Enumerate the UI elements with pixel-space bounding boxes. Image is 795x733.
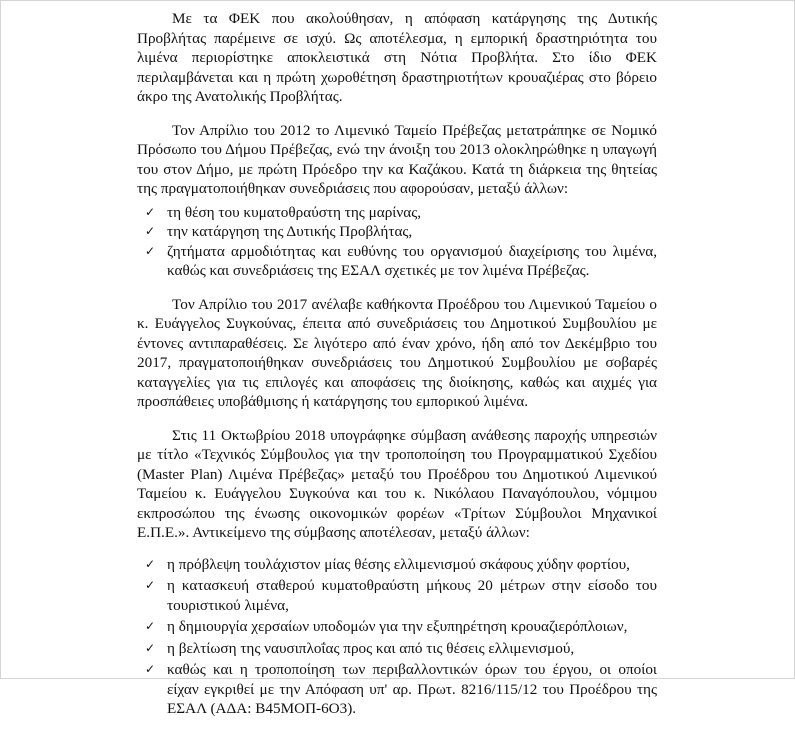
checklist-sessions <box>137 203 657 281</box>
paragraph-4: Στις 11 Οκτωβρίου 2018 υπογράφηκε σύμβαση ανάθεσης παροχής υπηρεσιών με τίτλο «Τεχνικός Σύμβουλος για την τροποποίηση του Προγραμματικού Σχεδίου (Master Plan) Λιμένα Πρέβεζας» μεταξύ του Προέδρου του Δημοτικού Λιμενικού Ταμείου κ. Ευάγγελου Συγκούνα και του κ. Νικόλαου Παναγόπουλου, νόμιμου εκπροσώπου της ένωσης οικονομικών φορέων «Τρίτων Σύμβουλοι Μηχανικοί Ε.Π.Ε.». Αντικείμενο της σύμβασης αποτέλεσαν, μεταξύ άλλων: <box>137 426 657 541</box>
list-item: ✓ η κατασκευή σταθερού κυματοθραύστη μήκους 20 μέτρων στην είσοδο του τουριστικού λιμένα, <box>145 577 657 614</box>
checkmark-icon: ✓ <box>145 556 156 571</box>
list-item: ✓ η βελτίωση της ναυσιπλοΐας προς και από τις θέσεις ελλιμενισμού, <box>145 639 575 657</box>
paragraph-2: Τον Απρίλιο του 2012 το Λιμενικό Ταμείο Πρέβεζας μετατράπηκε σε Νομικό Πρόσωπο του Δήμου Πρέβεζας, ενώ την άνοιξη του 2013 ολοκληρώθηκε η υπαγωγή του στον Δήμο, με πρώτη Πρόεδρο την κα Καζάκου. Κατά τη διάρκεια της θητείας της πραγματοποιήθηκαν συνεδριάσεις που αφορούσαν, μεταξύ άλλων: <box>137 121 657 197</box>
paragraph-1: Με τα ΦΕΚ που ακολούθησαν, η απόφαση κατάργησης της Δυτικής Προβλήτας παρέμεινε σε ισχύ. Ως αποτέλεσμα, η εμπορική δραστηριότητα του λιμένα περιορίστηκε αποκλειστικά στη Νότια Προβλήτα. Στο ίδιο ΦΕΚ περιλαμβάνεται και η πρώτη χωροθέτηση δραστηριοτήτων κρουαζιέρας στο βόρειο άκρο της Ανατολικής Προβλήτας. <box>137 10 657 105</box>
list-item: ✓ τη θέση του κυματοθραύστη της μαρίνας, <box>145 203 422 221</box>
checklist-contract <box>137 555 657 719</box>
checkmark-icon: ✓ <box>145 578 156 592</box>
document-body <box>137 9 657 733</box>
list-item: ✓ ζητήματα αρμοδιότητας και ευθύνης του οργανισμού διαχείρισης του λιμένα, καθώς και συνεδριάσεις της ΕΣΑΛ σχετικές με τον λιμένα Πρέβεζας. <box>145 242 657 279</box>
checkmark-icon: ✓ <box>145 662 156 676</box>
checkmark-icon: ✓ <box>145 640 156 655</box>
list-item: ✓ την κατάργηση της Δυτικής Προβλήτας, <box>145 223 413 240</box>
checkmark-icon: ✓ <box>145 204 156 219</box>
checkmark-icon: ✓ <box>145 619 156 633</box>
list-item: ✓ η δημιουργία χερσαίων υποδομών για την εξυπηρέτηση κρουαζιερόπλοιων, <box>145 618 628 635</box>
list-item: ✓ η πρόβλεψη τουλάχιστον μίας θέσης ελλιμενισμού σκάφους χύδην φορτίου, <box>145 555 630 573</box>
checkmark-icon: ✓ <box>145 224 156 238</box>
list-item: ✓ καθώς και η τροποποίηση των περιβαλλοντικών όρων του έργου, οι οποίοι είχαν εγκριθεί με την Απόφαση υπ' αρ. Πρωτ. 8216/115/12 του Προέδρου της ΕΣΑΛ (ΑΔΑ: Β45ΜΟΠ-6Ο3). <box>145 661 657 717</box>
checkmark-icon: ✓ <box>145 243 156 258</box>
paragraph-3: Τον Απρίλιο του 2017 ανέλαβε καθήκοντα Προέδρου του Λιμενικού Ταμείου ο κ. Ευάγγελος Συγκούνας, έπειτα από συνεδριάσεις του Δημοτικού Συμβουλίου με έντονες αντιπαραθέσεις. Σε λιγότερο από έναν χρόνο, ήδη από τον Δεκέμβριο του 2017, πραγματοποιήθηκαν συνεδριάσεις του Δημοτικού Συμβουλίου με σοβαρές καταγγελίες για τις επιλογές και αποφάσεις της διοίκησης, καθώς και αιχμές για προσπάθειες υποβάθμισης ή κατάργησης του εμπορικού λιμένα. <box>137 295 657 410</box>
